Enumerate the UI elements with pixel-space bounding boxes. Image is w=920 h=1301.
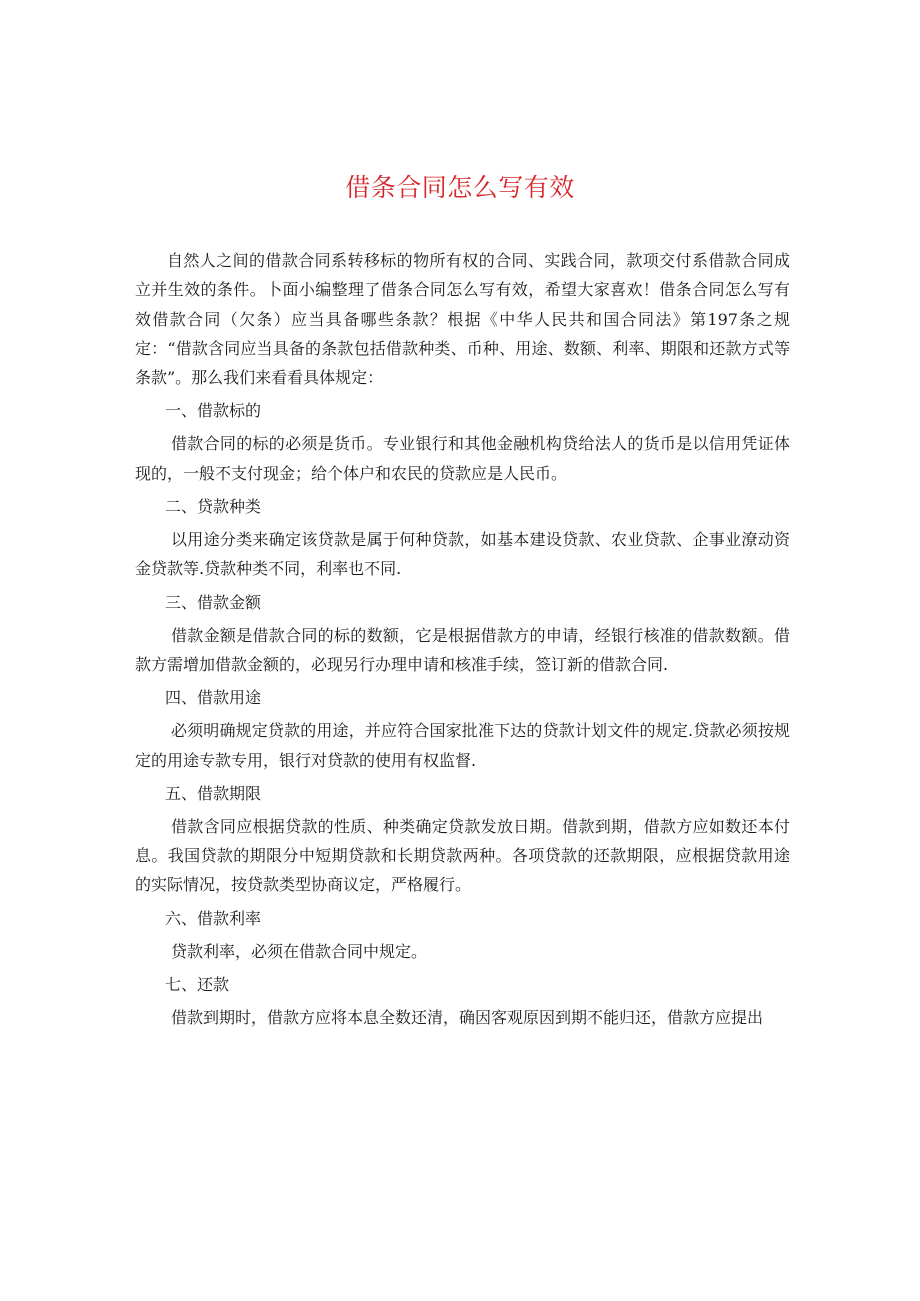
section-text-1: 借款合同的标的必须是货币。专业银行和其他金融机构贷给法人的货币是以信用凭证体现的，一般不支付现金；给个体户和农民的贷款应是人民币。 [135,434,790,483]
section-heading-2: 二、贷款种类 [165,497,262,517]
section-text-6: 贷款利率，必须在借款合同中规定。 [171,941,428,961]
section-text-3: 借款金额是借款合同的标的数额，它是根据借款方的申请，经银行核准的借款数额。借款方需增加借款金额的，必现另行办理申请和核准手续，签订新的借款合同. [135,625,790,674]
section-heading-3: 三、借款金额 [165,592,262,612]
document-title: 借条合同怎么写有效 [345,173,575,202]
section-heading-1: 一、借款标的 [165,401,262,421]
section-text-4: 必须明确规定贷款的用途，并应符合国家批准下达的贷款计划文件的规定.贷款必须按规定的用途专款专用，银行对贷款的使用有权监督. [135,721,790,770]
section-text-2: 以用途分类来确定该贷款是属于何种贷款，如基本建设贷款、农业贷款、企事业潦动资金贷款等.贷款种类不同，利率也不同. [135,530,790,579]
section-text-5: 借款含同应根据贷款的性质、种类确定贷款发放日期。借款到期，借款方应如数还本付息。我国贷款的期限分中短期贷款和长期贷款两种。各项贷款的还款期限，应根据贷款用途的实际情况，按贷款类型协商议定，严格履行。 [135,816,790,895]
section-text-7: 借款到期时，借款方应将本息全数还清，确因客观原因到期不能归还，借款方应提出 [171,1008,764,1028]
section-heading-7: 七、还款 [165,975,230,995]
section-heading-4: 四、借款用途 [165,688,262,708]
section-heading-5: 五、借款期限 [165,783,262,803]
document-body [135,246,790,1032]
intro-paragraph: 自然人之间的借款合同系转移标的物所有权的合同、实践合同，款项交付系借款合同成立并生效的条件。卜面小编整理了借条合同怎么写有效，希望大家喜欢！借条合同怎么写有效借款合同（欠条）应当具备哪些条款？根据《中华人民共和国合同法》第197条之规定：“借款含同应当具备的条款包括借款种类、币种、用途、数额、利率、期限和还款方式等条款”。那么我们来看看具体规定： [135,251,790,388]
section-heading-6: 六、借款利率 [165,908,262,928]
